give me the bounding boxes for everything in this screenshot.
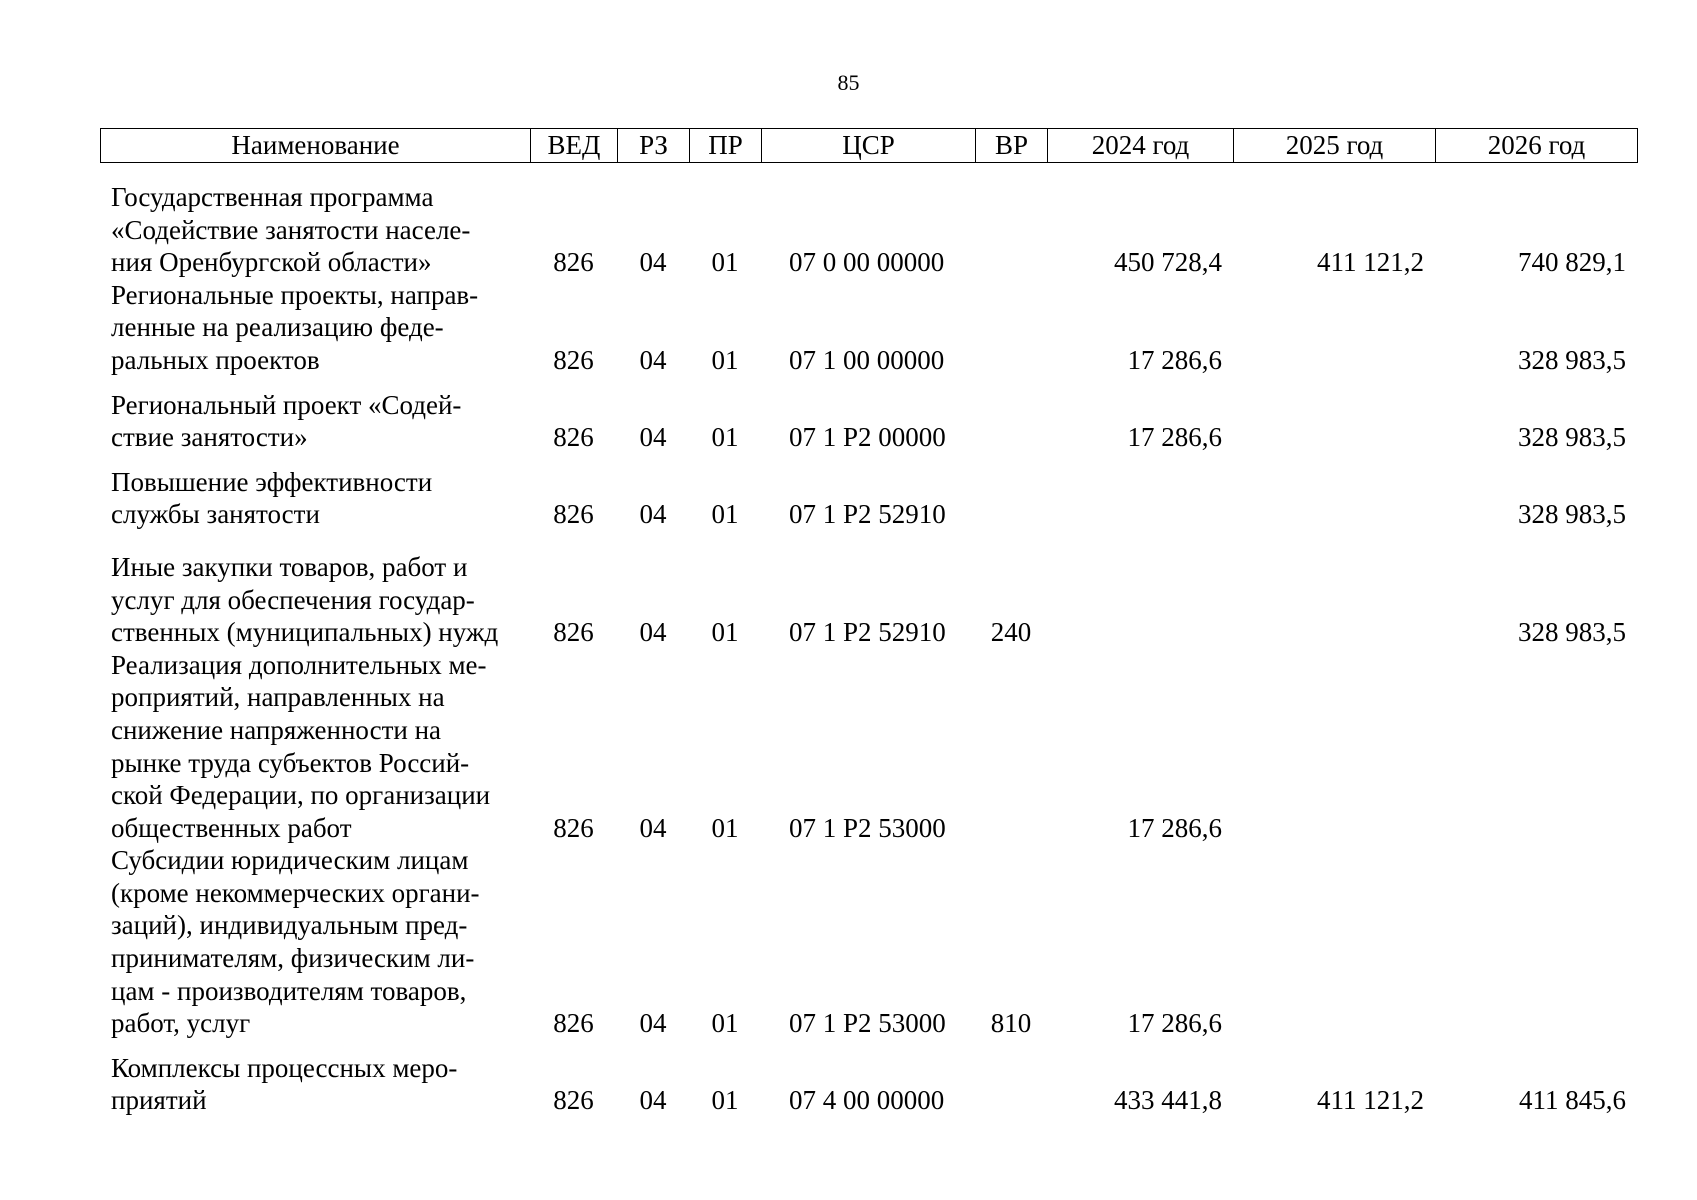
row-ved: 826 <box>553 499 594 530</box>
row-name: Повышение эффективности службы занятости <box>111 466 433 530</box>
row-rz: 04 <box>639 1008 667 1039</box>
table-row <box>100 181 1637 279</box>
row-pr: 01 <box>711 1008 739 1039</box>
table-row <box>100 1040 1637 1117</box>
table-row <box>100 454 1637 531</box>
table-row <box>100 649 1637 845</box>
header-2024: 2024 год <box>1048 129 1234 163</box>
row-rz: 04 <box>639 617 667 648</box>
table-row <box>100 531 1637 649</box>
row-2025 <box>1233 531 1435 649</box>
header-2025: 2025 год <box>1234 129 1436 163</box>
row-2024: 450 728,4 <box>1114 247 1222 278</box>
row-vr <box>975 649 1047 845</box>
row-pr: 01 <box>711 1085 739 1116</box>
header-2026: 2026 год <box>1436 129 1638 163</box>
header-name: Наименование <box>101 129 531 163</box>
table-row <box>100 279 1637 377</box>
table-row <box>100 377 1637 454</box>
row-name: Реализация дополнительных ме- роприятий, направленных на снижение напряженности на рынке труда субъектов Россий- ской Федерации, по организации общественных работ <box>111 649 491 843</box>
row-csr: 07 1 Р2 53000 <box>789 812 946 843</box>
row-ved: 826 <box>553 344 594 375</box>
row-name: Региональный проект «Содей- ствие занятости» <box>111 389 462 453</box>
row-name: Региональные проекты, направ- ленные на реализацию феде- ральных проектов <box>111 279 479 375</box>
row-rz: 04 <box>639 247 667 278</box>
row-vr <box>975 181 1047 279</box>
row-2026: 328 983,5 <box>1518 422 1626 453</box>
row-2026: 328 983,5 <box>1518 617 1626 648</box>
row-ved: 826 <box>553 422 594 453</box>
row-vr <box>975 279 1047 377</box>
row-rz: 04 <box>639 499 667 530</box>
row-rz: 04 <box>639 422 667 453</box>
row-vr: 240 <box>990 617 1032 648</box>
row-name: Субсидии юридическим лицам (кроме некоммерческих органи- заций), индивидуальным пред- принимателям, физическим ли- цам - производителям товаров, работ, услуг <box>111 845 480 1039</box>
row-2026: 328 983,5 <box>1518 344 1626 375</box>
row-csr: 07 1 Р2 00000 <box>789 422 946 453</box>
header-rz: РЗ <box>618 129 690 163</box>
row-name: Государственная программа «Содействие занятости населе- ния Оренбургской области» <box>111 182 471 278</box>
page-number: 85 <box>837 70 860 95</box>
row-2024: 433 441,8 <box>1114 1085 1222 1116</box>
row-2026: 740 829,1 <box>1518 247 1626 278</box>
row-2024: 17 286,6 <box>1127 812 1222 843</box>
table-row <box>100 844 1637 1040</box>
row-pr: 01 <box>711 247 739 278</box>
row-csr: 07 1 Р2 52910 <box>789 617 946 648</box>
row-rz: 04 <box>639 812 667 843</box>
row-name: Комплексы процессных меро- приятий <box>111 1052 458 1116</box>
row-ved: 826 <box>553 1008 594 1039</box>
row-2025 <box>1233 279 1435 377</box>
row-csr: 07 4 00 00000 <box>789 1085 945 1116</box>
row-ved: 826 <box>553 617 594 648</box>
row-ved: 826 <box>553 247 594 278</box>
header-pr: ПР <box>690 129 762 163</box>
row-ved: 826 <box>553 812 594 843</box>
header-vr: ВР <box>976 129 1048 163</box>
row-pr: 01 <box>711 422 739 453</box>
row-2025: 411 121,2 <box>1317 1085 1424 1116</box>
row-2026: 328 983,5 <box>1518 499 1626 530</box>
row-pr: 01 <box>711 812 739 843</box>
row-rz: 04 <box>639 1085 667 1116</box>
row-2024 <box>1047 531 1233 649</box>
row-rz: 04 <box>639 344 667 375</box>
row-2024: 17 286,6 <box>1127 344 1222 375</box>
row-2026: 411 845,6 <box>1519 1085 1626 1116</box>
budget-table <box>100 181 1637 1117</box>
row-csr: 07 0 00 00000 <box>789 247 945 278</box>
header-csr: ЦСР <box>762 129 976 163</box>
row-pr: 01 <box>711 344 739 375</box>
table-header <box>100 128 1638 163</box>
row-pr: 01 <box>711 617 739 648</box>
row-vr: 810 <box>990 1008 1032 1039</box>
row-csr: 07 1 Р2 53000 <box>789 1008 946 1039</box>
row-vr <box>975 377 1047 454</box>
row-2025: 411 121,2 <box>1317 247 1424 278</box>
row-pr: 01 <box>711 499 739 530</box>
row-2025 <box>1233 649 1435 845</box>
row-vr <box>975 1040 1047 1117</box>
header-ved: ВЕД <box>531 129 618 163</box>
row-2025 <box>1233 454 1435 531</box>
row-csr: 07 1 00 00000 <box>789 344 945 375</box>
row-2025 <box>1233 377 1435 454</box>
row-2024 <box>1047 454 1233 531</box>
row-2024: 17 286,6 <box>1127 422 1222 453</box>
row-2025 <box>1233 844 1435 1040</box>
row-2026 <box>1435 649 1637 845</box>
row-2024: 17 286,6 <box>1127 1008 1222 1039</box>
row-vr <box>975 454 1047 531</box>
row-name: Иные закупки товаров, работ и услуг для обеспечения государ- ственных (муниципальных) нужд <box>111 551 499 648</box>
row-ved: 826 <box>553 1085 594 1116</box>
row-csr: 07 1 Р2 52910 <box>789 499 946 530</box>
row-2026 <box>1435 844 1637 1040</box>
